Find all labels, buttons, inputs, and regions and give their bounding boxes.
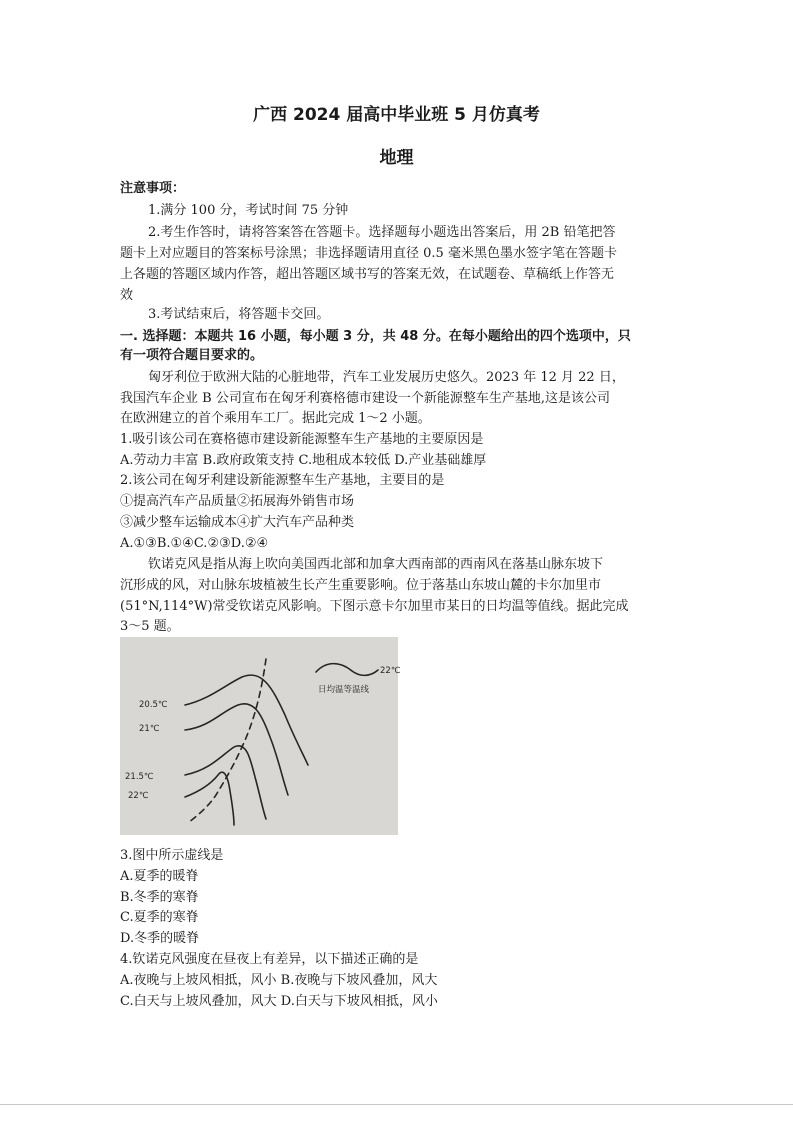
notice-heading: 注意事项：: [120, 181, 186, 196]
isotherm-22: [185, 772, 234, 825]
isotherm-label: 22℃: [128, 791, 149, 801]
question-stem: 1.吸引该公司在赛格德市建设新能源整车生产基地的主要原因是: [120, 432, 484, 447]
question-options: A.①③B.①④C.②③D.②④: [120, 536, 269, 551]
question-options: A.劳动力丰富 B.政府政策支持 C.地租成本较低 D.产业基础雄厚: [120, 453, 487, 468]
warm-ridge-dashed-line: [188, 659, 266, 823]
legend-label: 日均温等温线: [318, 685, 370, 695]
isotherm-label: 21.5℃: [125, 772, 154, 782]
question-options: A.夜晚与上坡风相抵，风小 B.夜晚与下坡风叠加，风大: [120, 973, 438, 988]
page-bottom-rule: [0, 1104, 793, 1105]
isotherm-21-5: [185, 746, 266, 819]
question-option: D.冬季的暖脊: [120, 931, 200, 946]
passage-line: 钦诺克风是指从海上吹向美国西北部和加拿大西南部的西南风在落基山脉东坡下: [148, 557, 604, 572]
notice-item: 1.满分 100 分，考试时间 75 分钟: [148, 203, 349, 218]
section-heading: 一. 选择题：本题共 16 小题，每小题 3 分，共 48 分。在每小题给出的四个选项中，只: [120, 329, 631, 344]
question-stem: 2.该公司在匈牙利建设新能源整车生产基地，主要目的是: [120, 473, 445, 488]
passage-line: 沉形成的风，对山脉东坡植被生长产生重要影响。位于落基山东坡山麓的卡尔加里市: [120, 578, 602, 593]
legend-isotherm-line: [316, 664, 378, 676]
question-option: A.夏季的暖脊: [120, 869, 199, 884]
question-statement: ①提高汽车产品质量②拓展海外销售市场: [120, 494, 355, 509]
passage-line: (51°N,114°W)常受钦诺克风影响。下图示意卡尔加里市某日的日均温等值线。据此完成: [120, 599, 629, 614]
isotherm-label: 20.5℃: [139, 700, 168, 710]
isotherm-label: 21℃: [139, 724, 160, 734]
question-options: C.白天与上坡风叠加，风大 D.白天与下坡风相抵，风小: [120, 994, 438, 1009]
exam-title: 广西 2024 届高中毕业班 5 月仿真考: [253, 105, 540, 125]
notice-item: 2.考生作答时，请将答案答在答题卡。选择题每小题选出答案后，用 2B 铅笔把答: [148, 225, 616, 240]
subject-title: 地理: [379, 148, 414, 168]
legend-value-label: 22℃: [380, 666, 401, 676]
isotherm-21: [185, 704, 288, 795]
notice-item: 3.考试结束后，将答题卡交回。: [148, 307, 330, 322]
passage-line: 我国汽车企业 B 公司宣布在匈牙利赛格德市建设一个新能源整车生产基地,这是该公司: [120, 391, 610, 406]
passage-line: 匈牙利位于欧洲大陆的心脏地带，汽车工业发展历史悠久。2023 年 12 月 22 日，: [148, 370, 625, 385]
passage-line: 3～5 题。: [120, 619, 180, 634]
passage-line: 在欧洲建立的首个乘用车工厂。据此完成 1～2 小题。: [120, 411, 431, 426]
question-option: B.冬季的寒脊: [120, 890, 199, 905]
question-stem: 4.钦诺克风强度在昼夜上有差异，以下描述正确的是: [120, 952, 419, 967]
question-option: C.夏季的寒脊: [120, 910, 199, 925]
isotherm-map: [120, 637, 401, 835]
question-stem: 3.图中所示虚线是: [120, 848, 224, 863]
section-heading: 有一项符合题目要求的。: [120, 348, 264, 363]
notice-item: 题卡上对应题目的答案标号涂黑；非选择题请用直径 0.5 毫米黑色墨水签字笔在答题卡: [120, 246, 617, 261]
notice-item: 效: [120, 288, 134, 303]
notice-item: 上各题的答题区域内作答，超出答题区域书写的答案无效，在试题卷、草稿纸上作答无: [120, 267, 615, 282]
question-statement: ③减少整车运输成本④扩大汽车产品种类: [120, 515, 355, 530]
